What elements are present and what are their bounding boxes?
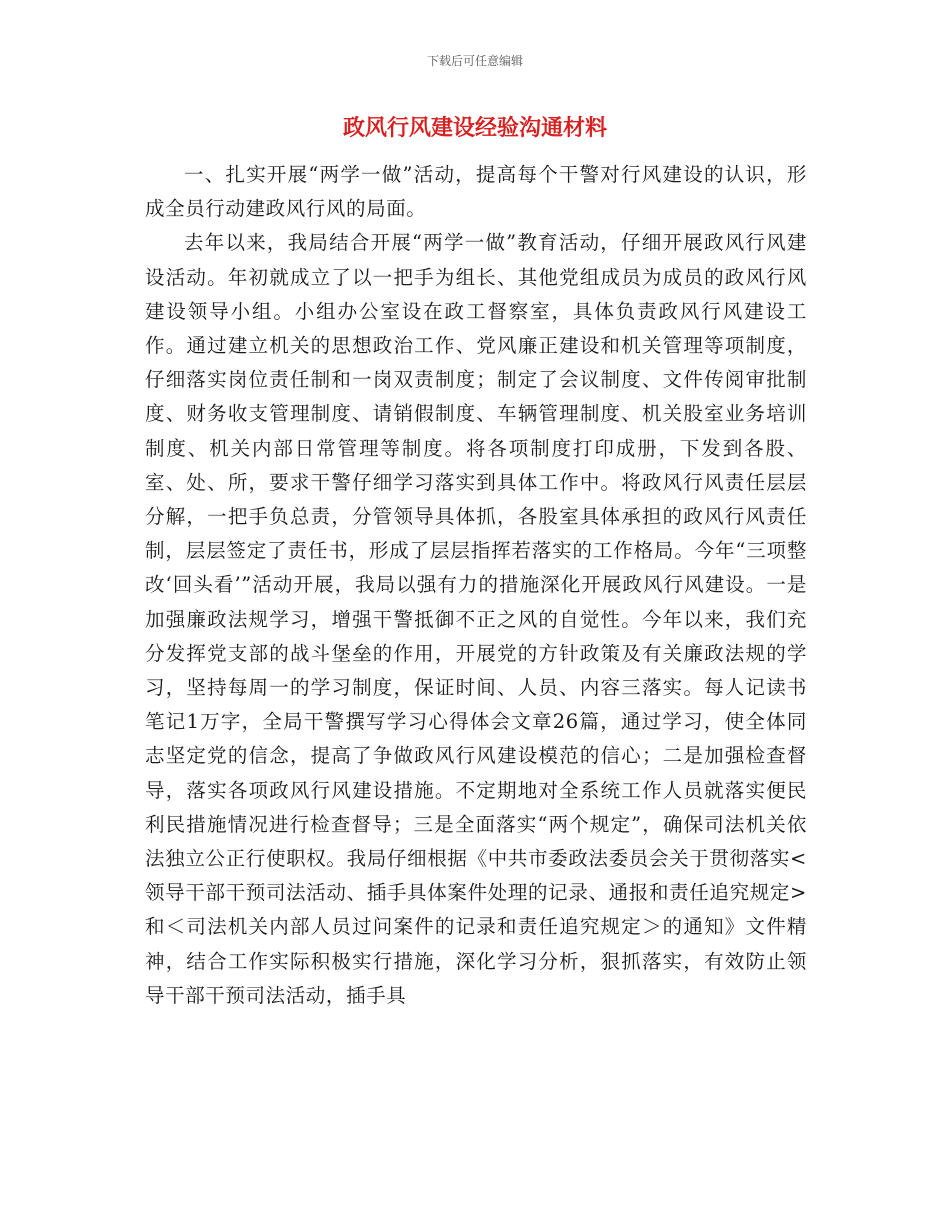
document-title: 政风行风建设经验沟通材料 (342, 116, 607, 141)
document-body (145, 158, 807, 1013)
paragraph-2: 去年以来，我局结合开展“两学一做”教育活动，仔细开展政风行风建设活动。年初就成立了以一把手为组长、其他党组成员为成员的政风行风建设领导小组。小组办公室设在政工督察室，具体负责政风行风建设工作。通过建立机关的思想政治工作、党风廉正建设和机关管理等项制度，仔细落实岗位责任制和一岗双责制度；制定了会议制度、文件传阅审批制度、财务收支管理制度、请销假制度、车辆管理制度、机关股室业务培训制度、机关内部日常管理等制度。将各项制度打印成册，下发到各股、室、处、所，要求干警仔细学习落实到具体工作中。将政风行风责任层层分解，一把手负总责，分管领导具体抓，各股室具体承担的政风行风责任制，层层签定了责任书，形成了层层指挥若落实的工作格局。今年“三项整改‘回头看’”活动开展，我局以强有力的措施深化开展政风行风建设。一是加强廉政法规学习，增强干警抵御不正之风的自觉性。今年以来，我们充分发挥党支部的战斗堡垒的作用，开展党的方针政策及有关廉政法规的学习，坚持每周一的学习制度，保证时间、人员、内容三落实。每人记读书笔记1万字，全局干警撰写学习心得体会文章26篇，通过学习，使全体同志坚定党的信念，提高了争做政风行风建设模范的信心；二是加强检查督导，落实各项政风行风建设措施。不定期地对全系统工作人员就落实便民利民措施情况进行检查督导；三是全面落实“两个规定”，确保司法机关依法独立公正行使职权。我局仔细根据《中共市委政法委员会关于贯彻落实<领导干部干预司法活动、插手具体案件处理的记录、通报和责任追究规定>和＜司法机关内部人员过问案件的记录和责任追究规定＞的通知》文件精神，结合工作实际积极实行措施，深化学习分析，狠抓落实，有效防止领导干部干预司法活动，插手具 (145, 231, 807, 1007)
paragraph-1: 一、扎实开展“两学一做”活动，提高每个干警对行风建设的认识，形成全员行动建政风行风的局面。 (145, 163, 807, 221)
header-note: 下载后可任意编辑 (426, 54, 523, 68)
